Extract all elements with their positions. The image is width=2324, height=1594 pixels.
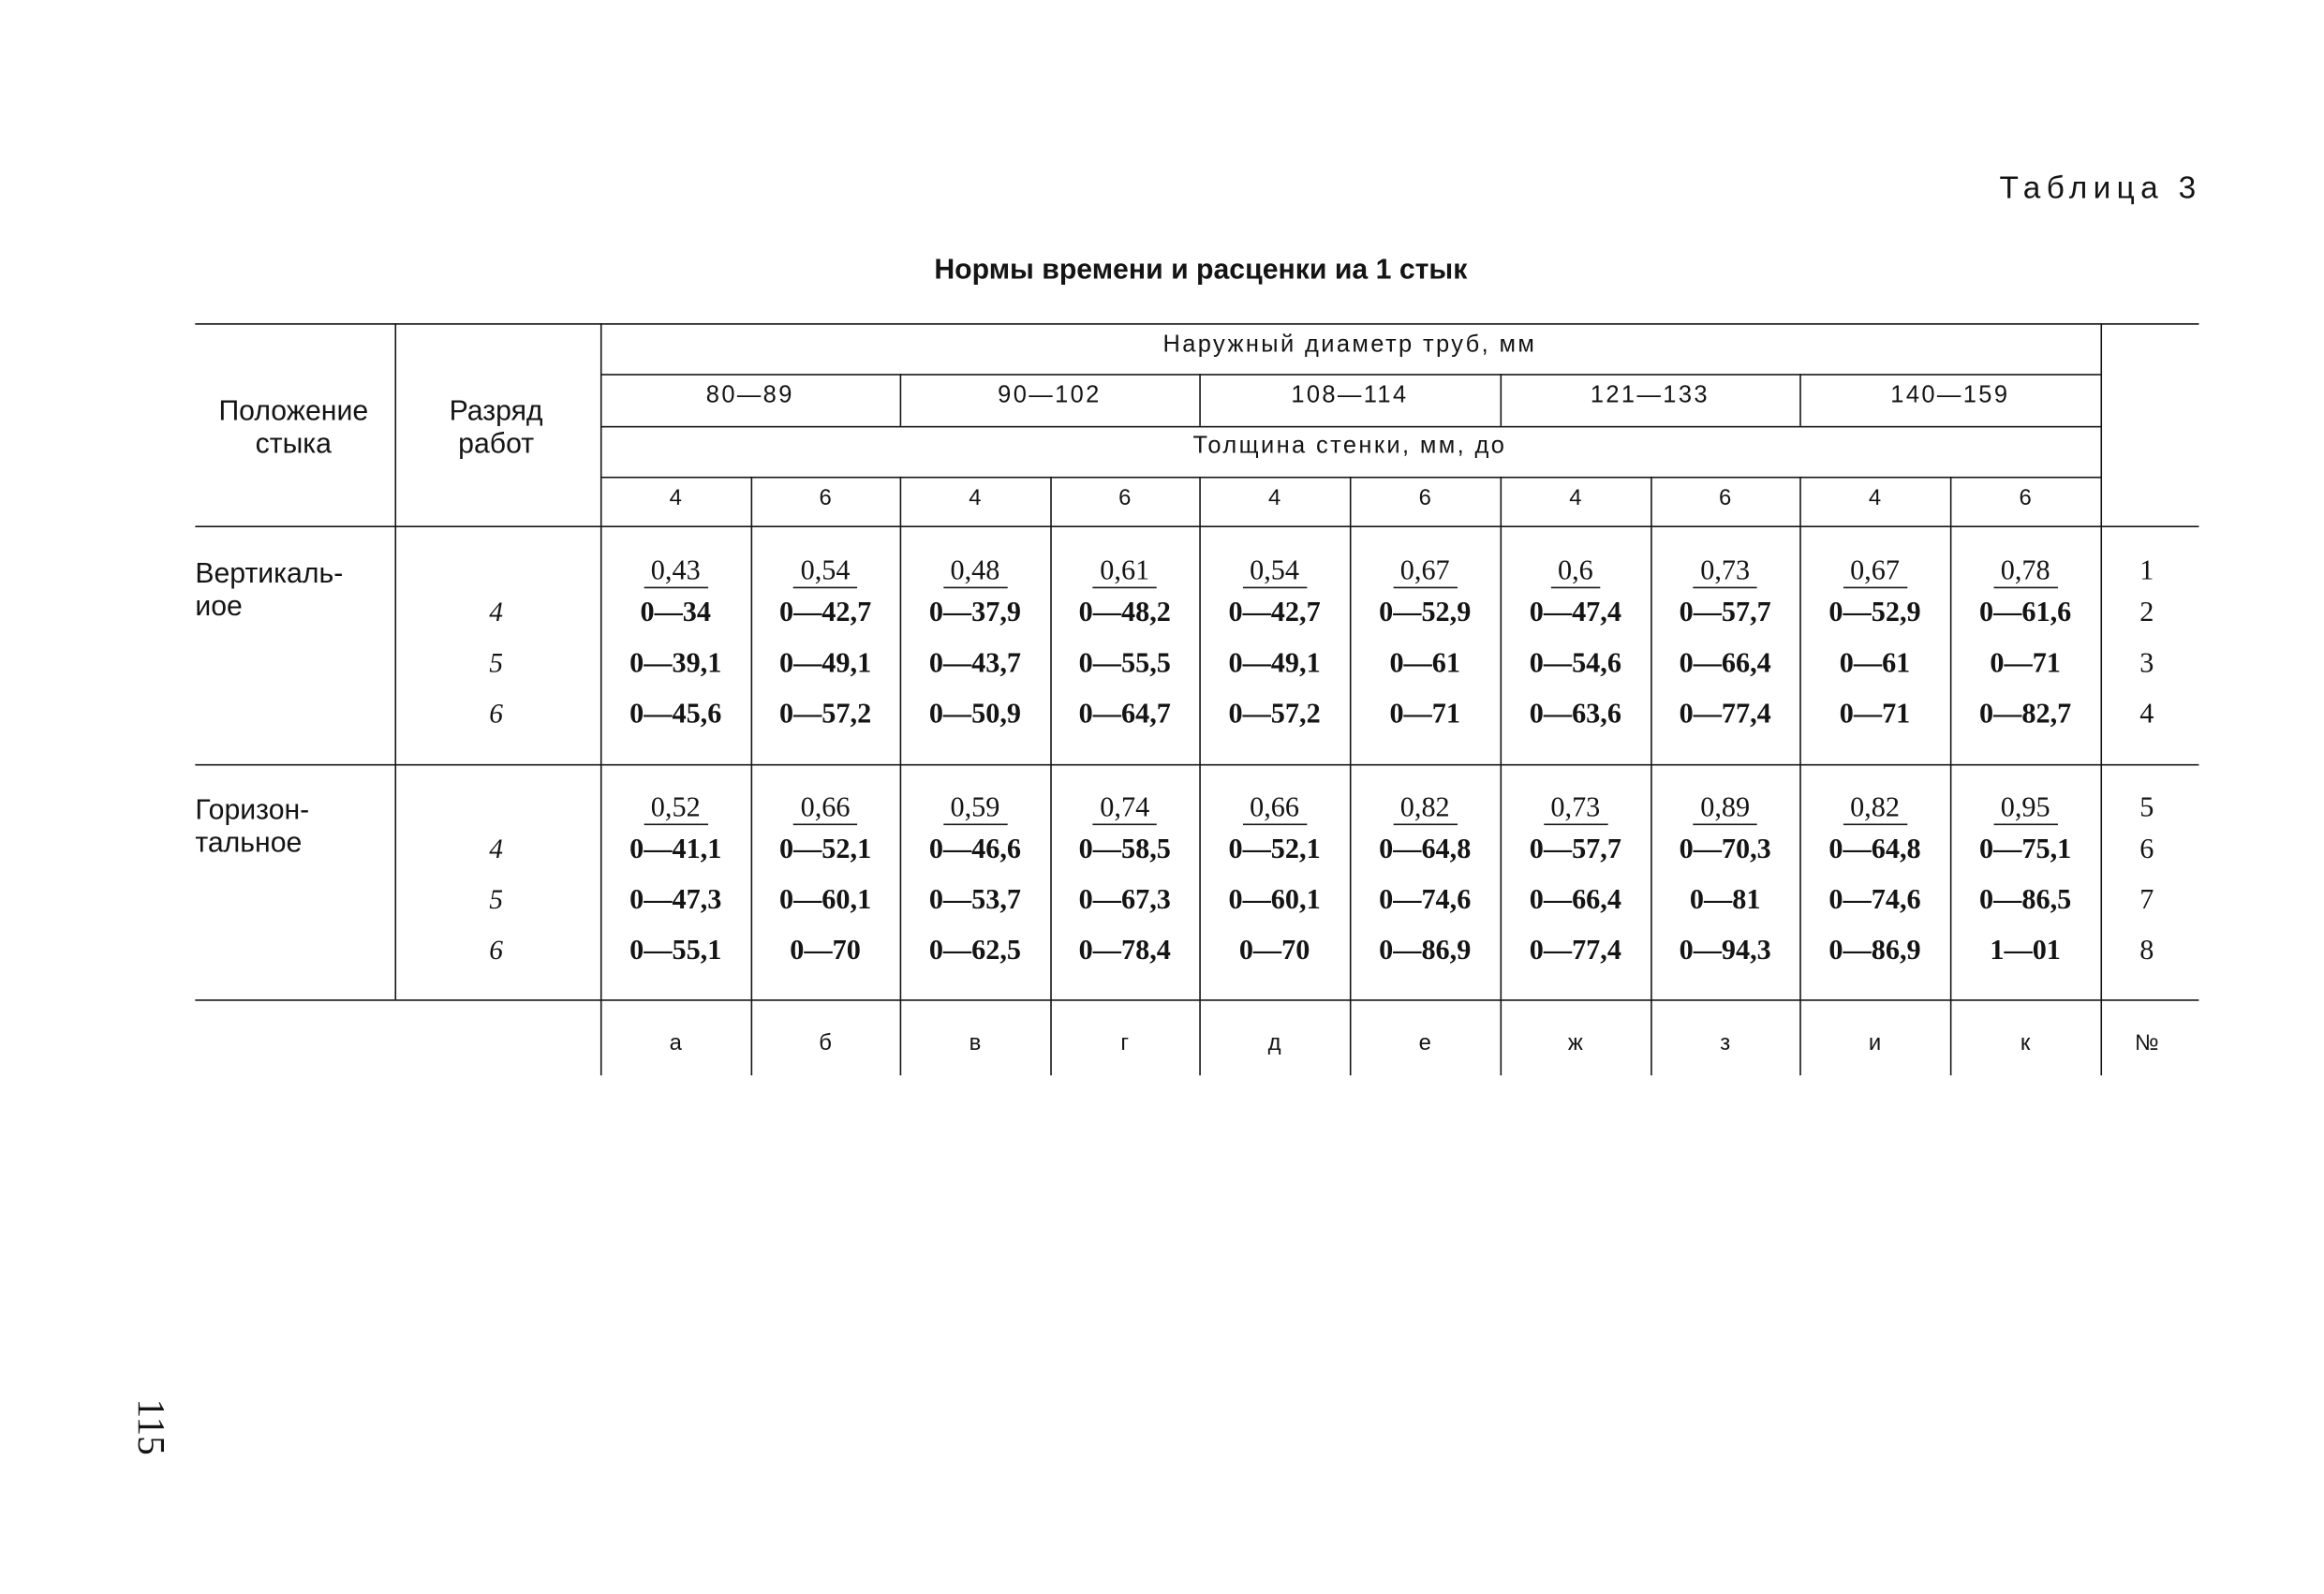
- column-letter: и: [1868, 1030, 1882, 1056]
- header-wall-value: 4: [669, 485, 682, 511]
- rate-value: 0—74,6: [1828, 884, 1921, 917]
- rate-value: 0—58,5: [1078, 834, 1171, 866]
- row-number: 5: [2139, 792, 2154, 824]
- header-wall-value: 4: [1569, 485, 1582, 511]
- footer-divider-rule: [1950, 999, 1952, 1075]
- rate-value: 0—49,1: [778, 647, 872, 680]
- time-norm: [1843, 557, 1907, 588]
- header-grade: Разряд работ: [449, 396, 543, 461]
- rate-value: 0—61: [1389, 647, 1460, 680]
- header-wall-value: 4: [1267, 485, 1281, 511]
- column-letter: а: [669, 1030, 682, 1056]
- time-norm-value: 0,74: [1092, 794, 1157, 825]
- column-letter: д: [1267, 1030, 1281, 1056]
- rate-value: 0—64,8: [1828, 834, 1921, 866]
- row-number: 3: [2139, 647, 2154, 680]
- position-label: Горизон- тальное: [195, 795, 310, 860]
- header-diameter-range: 140—159: [1890, 382, 2010, 408]
- footer-divider-rule: [2100, 999, 2102, 1075]
- rate-value: 0—45,6: [629, 698, 722, 731]
- column-divider-rule: [1799, 477, 1801, 999]
- time-norm-value: 0,67: [1843, 557, 1907, 588]
- time-norm: [943, 794, 1008, 825]
- rate-value: 0—57,2: [1228, 698, 1321, 731]
- rate-value: 0—70: [790, 935, 861, 967]
- rate-value: 0—49,1: [1228, 647, 1321, 680]
- header-diameter-range: 108—114: [1291, 382, 1409, 408]
- header-rule-ranges: [600, 426, 2101, 428]
- time-norm: [1092, 557, 1157, 588]
- table-bottom-rule: [195, 999, 2198, 1001]
- footer-divider-rule: [1350, 999, 1352, 1075]
- footer-divider-rule: [1050, 999, 1052, 1075]
- rate-value: 0—63,6: [1529, 698, 1621, 731]
- header-wall-value: 4: [1868, 485, 1882, 511]
- column-letter: г: [1120, 1030, 1130, 1056]
- range-divider-rule: [1199, 374, 1201, 426]
- rate-value: 0—66,4: [1529, 884, 1621, 917]
- column-divider-rule: [1050, 477, 1052, 999]
- rate-value: 0—52,9: [1828, 597, 1921, 629]
- rate-value: 0—71: [1839, 698, 1911, 731]
- rate-value: 0—41,1: [629, 834, 722, 866]
- range-divider-rule: [1799, 374, 1801, 426]
- row-number: 6: [2139, 834, 2154, 866]
- column-divider-rule: [1501, 477, 1502, 999]
- rate-value: 1—01: [1990, 935, 2061, 967]
- rate-value: 0—75,1: [1979, 834, 2072, 866]
- rate-value: 0—53,7: [928, 884, 1022, 917]
- header-wall-value: 6: [1118, 485, 1132, 511]
- rate-value: 0—77,4: [1679, 698, 1771, 731]
- time-norm: [943, 557, 1008, 588]
- column-divider-rule: [1650, 477, 1652, 999]
- rate-value: 0—86,9: [1379, 935, 1472, 967]
- time-norm: [1993, 557, 2058, 588]
- column-letter: ж: [1567, 1030, 1583, 1056]
- rate-value: 0—81: [1689, 884, 1761, 917]
- grade-value: 6: [489, 937, 503, 967]
- header-diameter-range: 80—89: [705, 382, 794, 408]
- time-norm-value: 0,52: [644, 794, 708, 825]
- rate-value: 0—60,1: [1228, 884, 1321, 917]
- time-norm-value: 0,73: [1543, 794, 1607, 825]
- time-norm-value: 0,82: [1393, 794, 1458, 825]
- footer-divider-rule: [1650, 999, 1652, 1075]
- time-norm: [1393, 557, 1458, 588]
- time-norm-value: 0,43: [644, 557, 708, 588]
- column-letter: е: [1418, 1030, 1431, 1056]
- footer-divider-rule: [1799, 999, 1801, 1075]
- rate-value: 0—61,6: [1979, 597, 2072, 629]
- column-letter: в: [969, 1030, 982, 1056]
- column-letter: к: [2020, 1030, 2031, 1056]
- row-number: 7: [2139, 884, 2154, 917]
- rate-value: 0—43,7: [928, 647, 1022, 680]
- time-norm: [1993, 794, 2058, 825]
- rate-value: 0—60,1: [778, 884, 872, 917]
- table-title: Нормы времени и расценки иа 1 стык: [934, 254, 1468, 287]
- time-norm-value: 0,6: [1550, 557, 1601, 588]
- data-left-rule: [600, 323, 602, 999]
- time-norm: [1242, 557, 1307, 588]
- rate-value: 0—39,1: [629, 647, 722, 680]
- grade-value: 4: [489, 598, 503, 629]
- range-divider-rule: [1501, 374, 1502, 426]
- grade-value: 5: [489, 649, 503, 680]
- time-norm: [1543, 794, 1607, 825]
- time-norm: [1393, 794, 1458, 825]
- header-diameter: Наружный диаметр труб, мм: [1162, 332, 1537, 358]
- rate-value: 0—86,5: [1979, 884, 2072, 917]
- column-divider-rule: [900, 477, 902, 999]
- rate-value: 0—61: [1839, 647, 1911, 680]
- time-norm-value: 0,95: [1993, 794, 2058, 825]
- row-number: 4: [2139, 698, 2154, 731]
- time-norm: [793, 557, 858, 588]
- rate-value: 0—42,7: [778, 597, 872, 629]
- footer-divider-rule: [900, 999, 902, 1075]
- time-norm-value: 0,59: [943, 794, 1008, 825]
- time-norm-value: 0,66: [1242, 794, 1307, 825]
- time-norm-value: 0,89: [1693, 794, 1757, 825]
- footer-divider-rule: [751, 999, 753, 1075]
- time-norm-value: 0,61: [1092, 557, 1157, 588]
- header-wall-value: 6: [1418, 485, 1431, 511]
- time-norm: [1550, 557, 1601, 588]
- grade-value: 4: [489, 835, 503, 866]
- section-divider-rule: [195, 764, 2198, 766]
- rate-value: 0—70,3: [1679, 834, 1771, 866]
- grade-value: 5: [489, 886, 503, 917]
- rate-value: 0—42,7: [1228, 597, 1321, 629]
- rate-value: 0—52,9: [1379, 597, 1472, 629]
- rate-value: 0—55,5: [1078, 647, 1171, 680]
- page-number: 115: [129, 1398, 173, 1455]
- time-norm-value: 0,82: [1843, 794, 1907, 825]
- rate-value: 0—54,6: [1529, 647, 1621, 680]
- rate-value: 0—67,3: [1078, 884, 1171, 917]
- time-norm: [1242, 794, 1307, 825]
- rate-value: 0—66,4: [1679, 647, 1771, 680]
- rate-value: 0—55,1: [629, 935, 722, 967]
- column-divider-rule: [1199, 477, 1201, 999]
- grade-column-rule: [394, 323, 396, 999]
- data-right-rule: [2100, 323, 2102, 999]
- header-diameter-range: 121—133: [1590, 382, 1710, 408]
- rate-value: 0—50,9: [928, 698, 1022, 731]
- rate-value: 0—52,1: [1228, 834, 1321, 866]
- rate-value: 0—62,5: [928, 935, 1022, 967]
- row-number: 2: [2139, 597, 2154, 629]
- time-norm-value: 0,54: [1242, 557, 1307, 588]
- table-label: Таблица 3: [1999, 170, 2202, 206]
- time-norm: [1693, 557, 1757, 588]
- time-norm-value: 0,67: [1393, 557, 1458, 588]
- footer-divider-rule: [600, 999, 602, 1075]
- rate-value: 0—77,4: [1529, 935, 1621, 967]
- header-position: Положение стыка: [218, 396, 369, 461]
- time-norm: [1092, 794, 1157, 825]
- column-divider-rule: [1350, 477, 1352, 999]
- rate-value: 0—57,7: [1679, 597, 1771, 629]
- rate-value: 0—94,3: [1679, 935, 1771, 967]
- header-wall-value: 6: [819, 485, 832, 511]
- rate-value: 0—52,1: [778, 834, 872, 866]
- header-rule-diameter: [600, 374, 2101, 376]
- rate-value: 0—82,7: [1979, 698, 2072, 731]
- header-wall: Толщина стенки, мм, до: [1192, 433, 1507, 459]
- time-norm: [644, 557, 708, 588]
- rate-value: 0—86,9: [1828, 935, 1921, 967]
- table-top-rule: [195, 323, 2198, 325]
- rate-value: 0—57,2: [778, 698, 872, 731]
- footer-divider-rule: [1199, 999, 1201, 1075]
- row-number: 1: [2139, 555, 2154, 587]
- rate-value: 0—47,4: [1529, 597, 1621, 629]
- rate-value: 0—57,7: [1529, 834, 1621, 866]
- range-divider-rule: [900, 374, 902, 426]
- column-letter: з: [1720, 1030, 1731, 1056]
- time-norm: [1843, 794, 1907, 825]
- rate-value: 0—71: [1990, 647, 2061, 680]
- time-norm: [793, 794, 858, 825]
- rate-value: 0—71: [1389, 698, 1460, 731]
- row-number: 8: [2139, 935, 2154, 967]
- rate-value: 0—64,8: [1379, 834, 1472, 866]
- header-bottom-rule: [195, 525, 2198, 527]
- time-norm-value: 0,48: [943, 557, 1008, 588]
- rate-value: 0—64,7: [1078, 698, 1171, 731]
- time-norm-value: 0,78: [1993, 557, 2058, 588]
- position-label: Вертикаль- иое: [195, 558, 344, 623]
- rate-value: 0—78,4: [1078, 935, 1171, 967]
- rate-value: 0—70: [1238, 935, 1310, 967]
- column-letter: б: [819, 1030, 832, 1056]
- rate-value: 0—47,3: [629, 884, 722, 917]
- rate-value: 0—74,6: [1379, 884, 1472, 917]
- header-diameter-range: 90—102: [998, 382, 1102, 408]
- time-norm: [644, 794, 708, 825]
- header-wall-value: 6: [2019, 485, 2032, 511]
- time-norm-value: 0,73: [1693, 557, 1757, 588]
- header-wall-value: 4: [969, 485, 982, 511]
- grade-value: 6: [489, 700, 503, 731]
- number-label: №: [2134, 1030, 2159, 1056]
- rate-value: 0—34: [640, 597, 712, 629]
- column-divider-rule: [751, 477, 753, 999]
- rate-value: 0—37,9: [928, 597, 1022, 629]
- rate-value: 0—48,2: [1078, 597, 1171, 629]
- footer-divider-rule: [1501, 999, 1502, 1075]
- time-norm-value: 0,54: [793, 557, 858, 588]
- header-wall-value: 6: [1719, 485, 1732, 511]
- time-norm-value: 0,66: [793, 794, 858, 825]
- rate-value: 0—46,6: [928, 834, 1022, 866]
- column-divider-rule: [1950, 477, 1952, 999]
- time-norm: [1693, 794, 1757, 825]
